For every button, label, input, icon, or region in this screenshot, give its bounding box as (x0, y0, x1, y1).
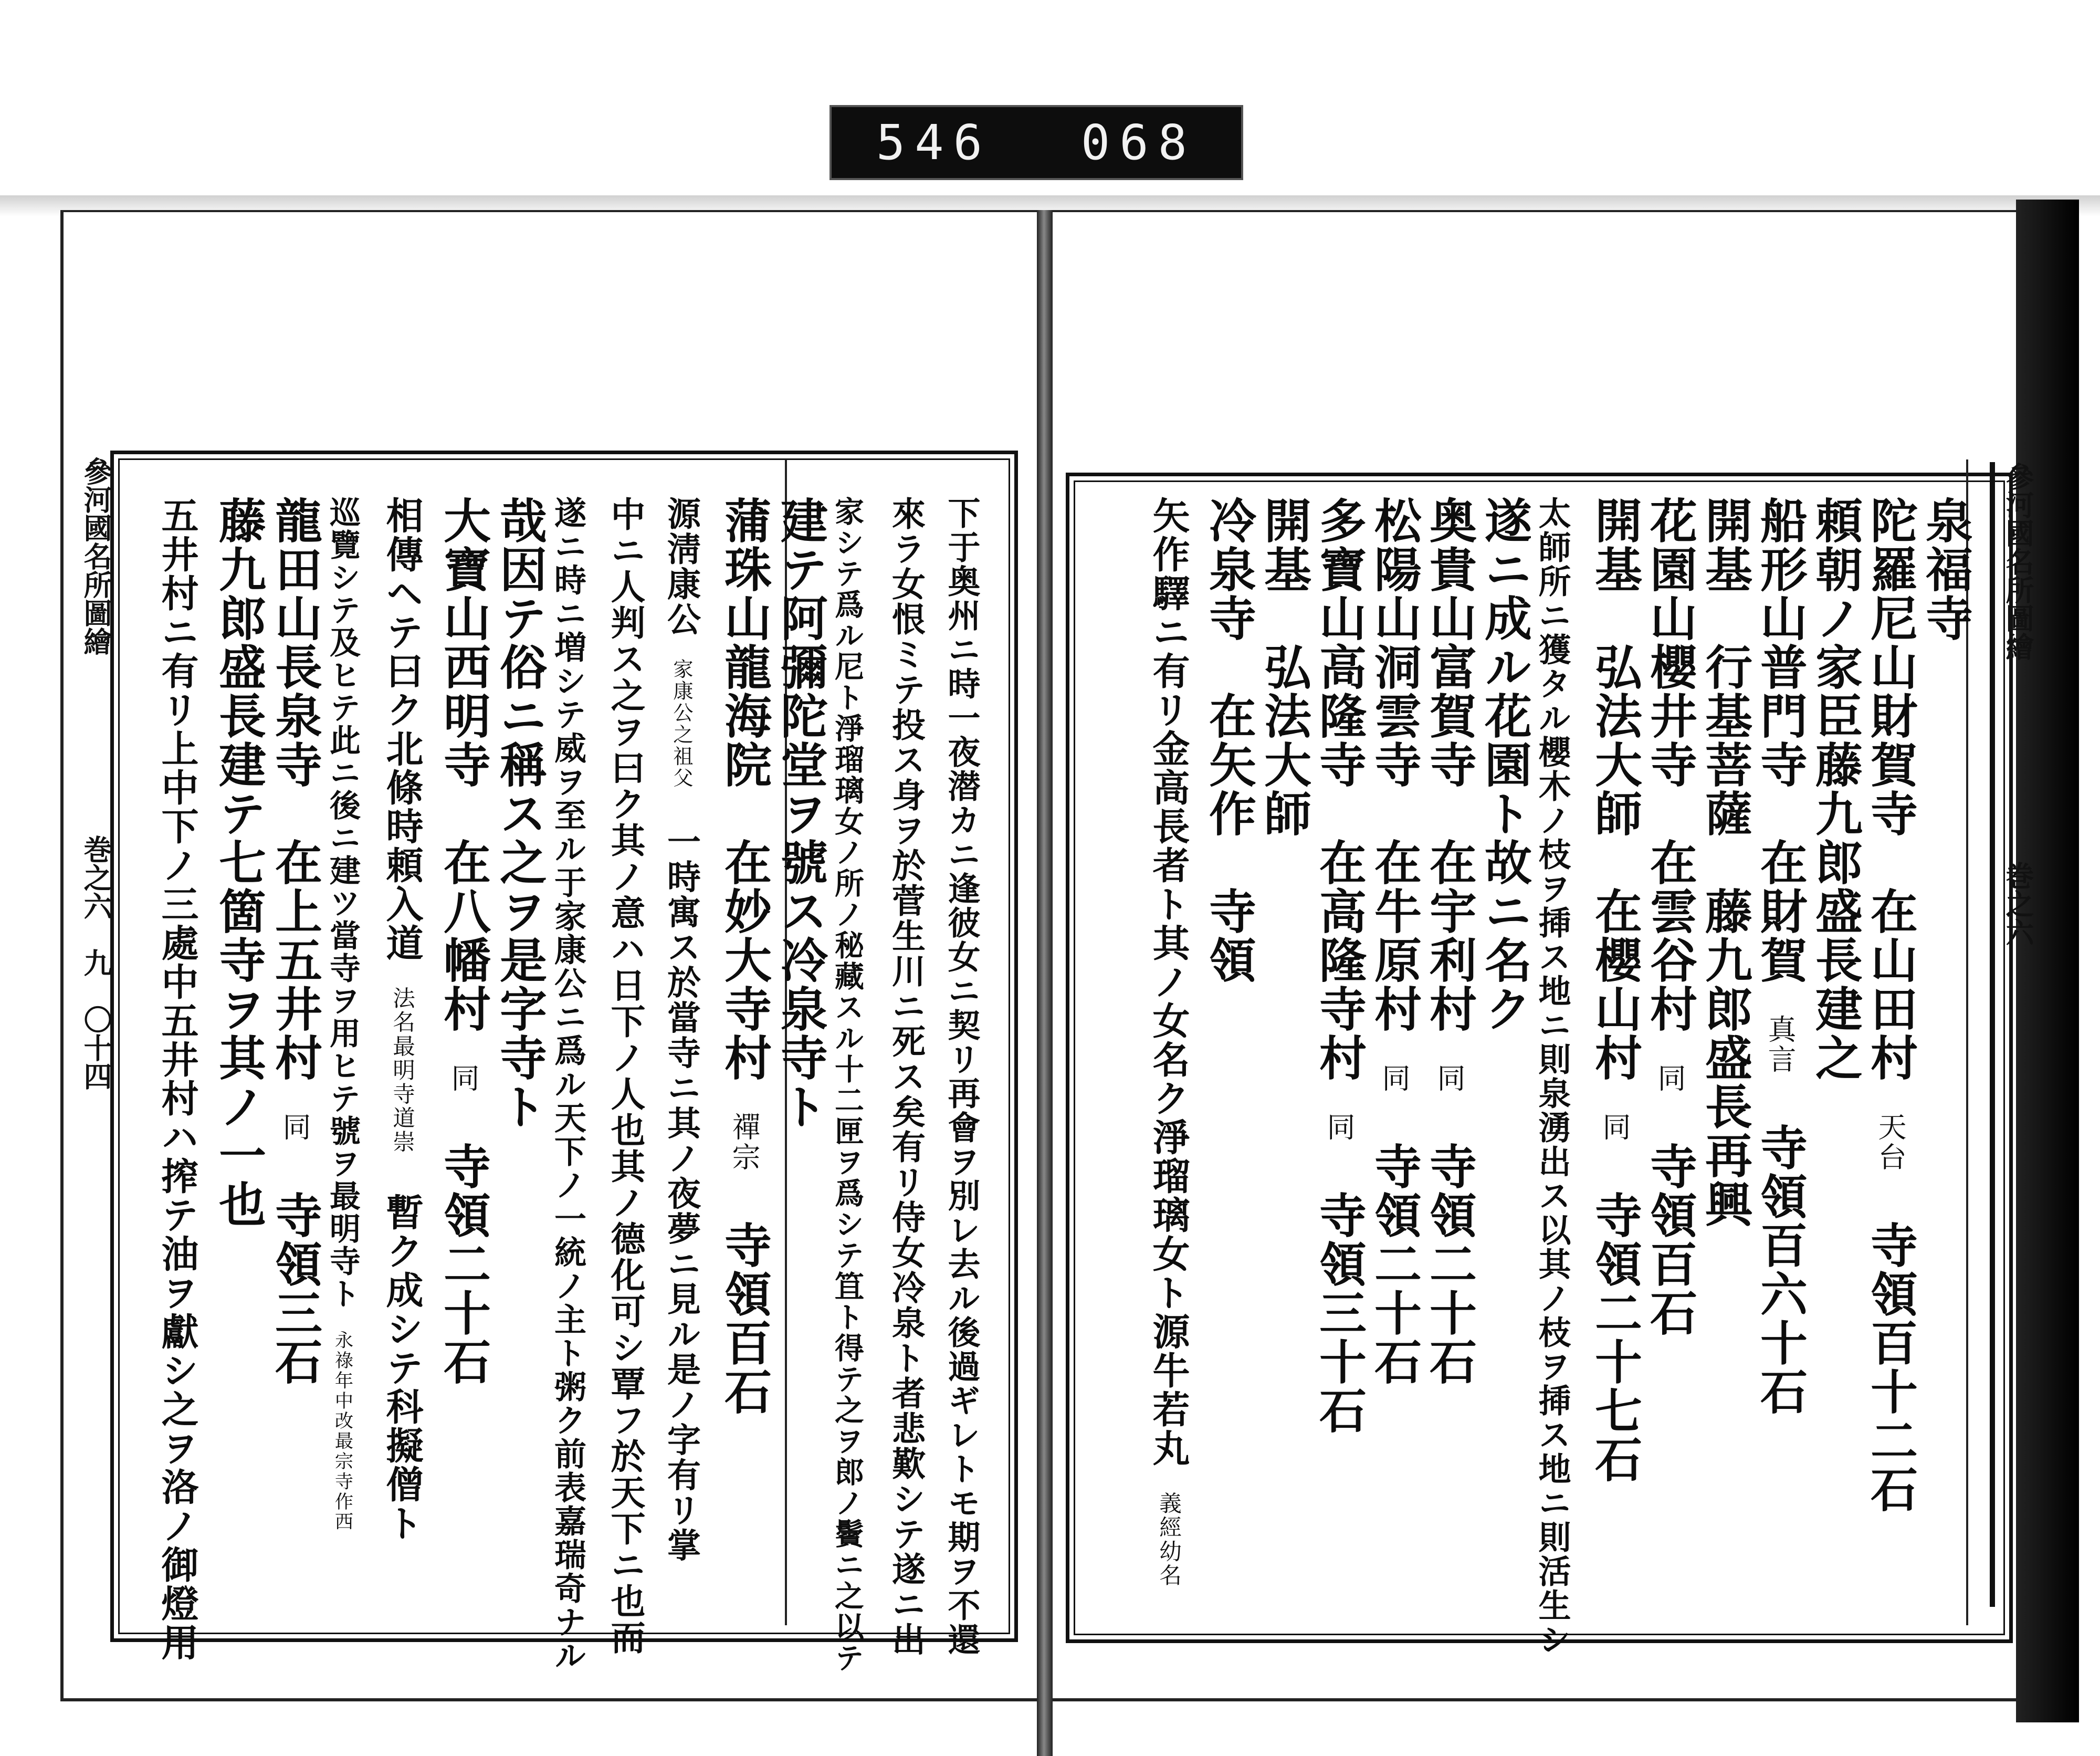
annotation-text: 同 (1378, 1033, 1411, 1093)
annotation-text: 真言 (1763, 985, 1797, 1074)
right-column-6 (1642, 496, 1697, 1337)
annotation-text: 天台 (1874, 1082, 1907, 1172)
column-text: 開基 弘法大師 (1256, 496, 1311, 838)
column-text: 下于奥州ニ時一夜潜カニ逢彼女ニ契リ再會ヲ別レ去ル後過ギレトモ期ヲ不還 (942, 496, 981, 1657)
right-column-2 (1862, 496, 1918, 1514)
right-column-14 (1201, 496, 1256, 985)
tail-text: 寺領二十石 (1421, 1093, 1477, 1386)
archive-number-right: 068 (1080, 114, 1197, 171)
location-text: 在八幡村 (435, 789, 491, 1033)
column-text: 中ニ人判ス之ヲ曰ク其ノ意ハ日下ノ人也其ノ德化可シ覃フ於天下ニ也而 (605, 496, 646, 1656)
left-column-10 (435, 496, 491, 1386)
left-column-13 (267, 496, 322, 1386)
column-text: 巡覽シテ及ヒテ此ニ後ニ建ツ當寺ヲ用ヒテ號ヲ最明寺ト (324, 496, 361, 1310)
column-text: 大寶山西明寺 (435, 496, 491, 789)
left-margin-title-bottom: 巻之六 九 〇十四 (79, 835, 113, 1090)
left-column-12 (324, 496, 361, 1532)
location-text: 在雲谷村 (1642, 789, 1697, 1033)
right-column-13 (1256, 496, 1311, 838)
column-text: 來ラ女恨ミテ投ス身ヲ於菅生川ニ死ス矣有リ侍女冷泉ト者悲歎シテ遂ニ出 (886, 496, 926, 1657)
column-text: 多寶山高隆寺 (1311, 496, 1367, 789)
annotation-text: 同 (1433, 1033, 1466, 1093)
location-text: 在妙大寺村 (716, 789, 772, 1082)
column-text: 船形山普門寺 (1752, 496, 1808, 789)
column-text: 開基 弘法大師 (1587, 496, 1642, 838)
column-text: 陀羅尼山財賀寺 (1862, 496, 1918, 838)
left-column-3 (830, 496, 865, 1674)
annotation-text: 義經幼名 (1156, 1468, 1182, 1587)
annotation-text: 同 (1653, 1033, 1686, 1093)
left-column-6 (662, 496, 701, 1563)
column-text: 遂ニ時ニ増シテ威ヲ至ル于家康公ニ爲ル天下ノ一統ノ主ト粥ク前表嘉瑞奇ナル (549, 496, 586, 1673)
column-text: 松陽山洞雲寺 (1366, 496, 1422, 789)
column-text: 龍田山長泉寺 (267, 496, 322, 789)
right-column-9 (1476, 496, 1532, 1033)
left-column-15 (155, 496, 200, 1662)
column-text: 泉福寺 (1917, 496, 1973, 643)
left-margin-title-top: 參河國名所圖繪 (79, 457, 113, 655)
right-column-11 (1366, 496, 1422, 1386)
tail-text: 寺領三石 (267, 1142, 322, 1386)
tail-text: 寺領百石 (716, 1172, 772, 1416)
tail-text: 寺領 (1201, 838, 1256, 985)
right-margin-title-bottom: 巻之六 (2001, 861, 2035, 946)
location-text: 在櫻山村 (1587, 838, 1642, 1082)
left-column-11 (380, 496, 424, 1543)
tail-text: 寺領二十石 (1366, 1093, 1422, 1386)
right-column-3 (1807, 496, 1863, 1082)
tail-text: 暫ク成シテ科擬僧ト (380, 1154, 424, 1543)
tail-text: 寺領百石 (1642, 1093, 1697, 1337)
column-text: 頼朝ノ家臣藤九郎盛長建之 (1807, 496, 1863, 1082)
right-column-1 (1917, 496, 1973, 643)
column-text: 相傳ヘテ曰ク北條時頼入道 (380, 496, 424, 963)
left-column-5 (716, 496, 772, 1416)
archive-label (830, 105, 1243, 180)
column-text: 太師所ニ獲タル櫻木ノ枝ヲ揷ス地ニ則泉湧出ス以其ノ枝ヲ揷ス地ニ則活生シ (1533, 496, 1571, 1657)
annotation-text: 禪宗 (728, 1082, 761, 1172)
annotation-text: 同 (447, 1033, 480, 1093)
column-text: 建テ阿彌陀堂ヲ號ス冷泉寺ト (772, 496, 828, 1131)
annotation-text: 同 (278, 1082, 311, 1142)
tail-text: 寺領三十石 (1311, 1142, 1367, 1435)
left-column-4 (772, 496, 828, 1131)
tail-text: 寺領百十二石 (1862, 1172, 1918, 1514)
column-text: 花園山櫻井寺 (1642, 496, 1697, 789)
book-gutter (1037, 210, 1053, 1756)
column-text: 哉因テ俗ニ稱ス之ヲ是字寺ト (491, 496, 547, 1131)
annotation-text: 同 (1598, 1082, 1631, 1142)
tail-text: 一時寓ス於當寺ニ其ノ夜夢ニ見ル是ノ字有リ掌 (662, 789, 701, 1563)
location-text: 在高隆寺村 (1311, 789, 1367, 1082)
annotation-text: 永祿年中改最宗寺作西 (332, 1310, 353, 1532)
right-column-15 (1147, 496, 1191, 1587)
column-text: 家シテ爲ル尼ト淨瑠璃女ノ所ノ秘藏スル十二匣ヲ爲シテ笡ト得テ之ヲ郎ノ鬢ニ之以テ (830, 496, 865, 1674)
tail-text: 寺領百六十石 (1752, 1074, 1808, 1416)
column-text: 藤九郎盛長建テ七箇寺ヲ其ノ一也 (211, 496, 266, 1229)
location-text: 在山田村 (1862, 838, 1918, 1082)
right-column-5 (1697, 496, 1752, 1229)
right-column-8 (1533, 496, 1571, 1657)
left-column-14 (211, 496, 266, 1229)
location-text: 在牛原村 (1366, 789, 1422, 1033)
left-column-7 (605, 496, 646, 1656)
annotation-text: 家康公之祖父 (669, 637, 693, 789)
archive-number-left: 546 (876, 114, 992, 171)
column-text: 蒲珠山龍海院 (716, 496, 772, 789)
annotation-text: 同 (1322, 1082, 1356, 1142)
column-text: 源淸康公 (662, 496, 701, 637)
left-column-2 (886, 496, 926, 1657)
book-spine (2016, 200, 2079, 1722)
left-column-1 (942, 496, 981, 1657)
right-column-12 (1311, 496, 1367, 1435)
location-text: 在矢作 (1201, 643, 1256, 838)
location-text: 在上五井村 (267, 789, 322, 1082)
location-text: 在宇利村 (1421, 789, 1477, 1033)
right-margin-title-top: 參河國名所圖繪 (2001, 462, 2035, 661)
column-text: 遂ニ成ル花園ト故ニ名ク (1476, 496, 1532, 1033)
column-text: 五井村ニ有リ上中下ノ三處中五井村ハ搾テ油ヲ獻シ之ヲ洛ノ御燈用 (155, 496, 200, 1662)
left-column-9 (491, 496, 547, 1131)
left-column-8 (549, 496, 586, 1673)
location-text: 在財賀 (1752, 789, 1808, 985)
column-text: 矢作驛ニ有リ金高長者ト其ノ女名ク淨瑠璃女ト源牛若丸 (1147, 496, 1191, 1468)
right-column-7 (1587, 496, 1642, 1484)
tail-text: 寺領二十七石 (1587, 1142, 1642, 1484)
column-text: 冷泉寺 (1201, 496, 1256, 643)
right-column-10 (1421, 496, 1477, 1386)
column-text: 開基 行基菩薩 藤九郎盛長再興 (1697, 496, 1752, 1229)
annotation-text: 法名最明寺道崇 (389, 963, 415, 1154)
right-column-4 (1752, 496, 1808, 1416)
column-text: 奥貴山富賀寺 (1421, 496, 1477, 789)
tail-text: 寺領二十石 (435, 1093, 491, 1386)
left-margin-title (76, 457, 113, 1612)
